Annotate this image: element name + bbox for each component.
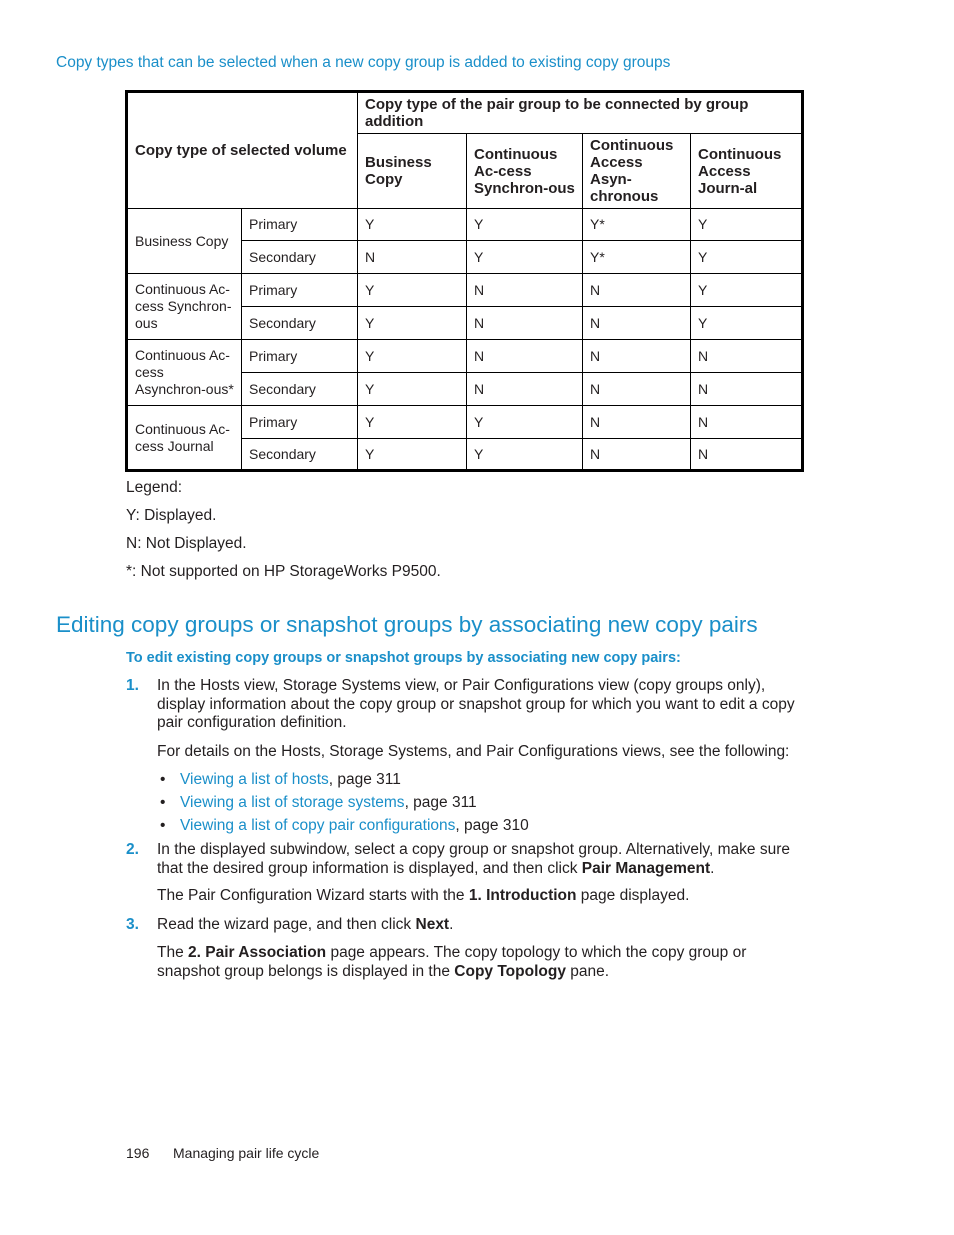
ui-next: Next [415, 916, 450, 933]
step-1-details: For details on the Hosts, Storage Systems, and Pair Configurations views, see the following: [157, 743, 790, 760]
value-cell: N [583, 340, 691, 373]
table-body [127, 209, 803, 471]
value-cell: N [691, 340, 803, 373]
legend-title: Legend: [126, 479, 183, 496]
value-cell: Y [467, 209, 583, 241]
value-cell: N [358, 241, 467, 274]
page-ref: , page 311 [328, 771, 401, 788]
legend-n: N: Not Displayed. [126, 535, 247, 552]
legend-star: *: Not supported on HP StorageWorks P9500. [126, 563, 441, 580]
footer-chapter: Managing pair life cycle [173, 1145, 320, 1161]
table-row [127, 406, 803, 439]
table-row [127, 209, 803, 241]
ui-pair-management: Pair Management [581, 859, 711, 877]
procedure-heading: To edit existing copy groups or snapshot groups by associating new copy pairs: [126, 650, 681, 666]
value-cell: Y [467, 241, 583, 274]
value-cell: Y [691, 209, 803, 241]
value-cell: N [467, 340, 583, 373]
value-cell: N [691, 373, 803, 406]
step-1-text: In the Hosts view, Storage Systems view, or Pair Configurations view (copy groups only), display information about the copy group or snapshot group for which you want to edit a copy pair configuration definition. [157, 677, 795, 731]
group-header: Copy type of the pair group to be connected by group addition [358, 92, 803, 134]
role-cell: Secondary [242, 439, 358, 471]
role-cell: Primary [242, 209, 358, 241]
col-header: Continuous Access Asyn-chronous [583, 134, 691, 209]
col-header: Continuous Ac-cess Synchron-ous [467, 134, 583, 209]
value-cell: Y [691, 307, 803, 340]
corner-header: Copy type of selected volume [127, 92, 358, 209]
link-viewing-storage-systems[interactable]: Viewing a list of storage systems [180, 794, 405, 811]
value-cell: Y [358, 439, 467, 471]
value-cell: Y [467, 439, 583, 471]
value-cell: Y* [583, 241, 691, 274]
bullet-item [160, 817, 529, 835]
value-cell: Y [358, 406, 467, 439]
value-cell: Y [691, 274, 803, 307]
bullet-item [160, 771, 401, 789]
step-number: 1. [126, 677, 139, 694]
step-number: 2. [126, 841, 139, 858]
table-row [127, 340, 803, 373]
value-cell: N [467, 274, 583, 307]
role-cell: Primary [242, 406, 358, 439]
col-header: Continuous Access Journ-al [691, 134, 803, 209]
value-cell: N [467, 307, 583, 340]
legend-y: Y: Displayed. [126, 507, 217, 524]
bullet-dot: • [160, 794, 166, 811]
value-cell: Y [358, 274, 467, 307]
value-cell: N [691, 406, 803, 439]
copy-type-table [125, 90, 804, 472]
link-viewing-hosts[interactable]: Viewing a list of hosts [180, 771, 329, 788]
volume-type-cell: Business Copy [127, 209, 242, 274]
bullet-item [160, 794, 477, 812]
role-cell: Secondary [242, 241, 358, 274]
step-3-text: Read the wizard page, and then click Next. [157, 916, 454, 933]
table-row [127, 274, 803, 307]
value-cell: Y [358, 340, 467, 373]
step-3-result: The 2. Pair Association page appears. The copy topology to which the copy group or snapshot group belongs is displayed in the Copy Topology pane. [157, 944, 747, 980]
value-cell: Y [358, 307, 467, 340]
value-cell: Y [358, 373, 467, 406]
value-cell: N [691, 439, 803, 471]
page-ref: , page 310 [455, 817, 529, 834]
value-cell: Y* [583, 209, 691, 241]
bullet-dot: • [160, 817, 166, 834]
page-number: 196 [126, 1145, 150, 1161]
role-cell: Primary [242, 274, 358, 307]
value-cell: Y [358, 209, 467, 241]
role-cell: Secondary [242, 307, 358, 340]
value-cell: N [467, 373, 583, 406]
value-cell: N [583, 439, 691, 471]
bullet-dot: • [160, 771, 166, 788]
volume-type-cell: Continuous Ac-cess Synchron-ous [127, 274, 242, 340]
section-heading: Editing copy groups or snapshot groups by associating new copy pairs [56, 612, 758, 637]
col-header: Business Copy [358, 134, 467, 209]
volume-type-cell: Continuous Ac-cess Journal [127, 406, 242, 471]
step-number: 3. [126, 916, 139, 933]
role-cell: Primary [242, 340, 358, 373]
role-cell: Secondary [242, 373, 358, 406]
ui-copy-topology: Copy Topology [454, 962, 566, 980]
value-cell: Y [467, 406, 583, 439]
table-caption: Copy types that can be selected when a new copy group is added to existing copy groups [56, 54, 671, 71]
value-cell: N [583, 307, 691, 340]
link-viewing-copy-pair-configs[interactable]: Viewing a list of copy pair configurations [180, 817, 456, 834]
value-cell: N [583, 274, 691, 307]
volume-type-cell: Continuous Ac-cess Asynchron-ous* [127, 340, 242, 406]
ui-pair-association: 2. Pair Association [188, 944, 327, 961]
value-cell: Y [691, 241, 803, 274]
value-cell: N [583, 373, 691, 406]
value-cell: N [583, 406, 691, 439]
ui-introduction: 1. Introduction [468, 887, 577, 904]
step-2-result: The Pair Configuration Wizard starts with the 1. Introduction page displayed. [157, 887, 690, 904]
page-ref: , page 311 [404, 794, 477, 811]
step-2-text: In the displayed subwindow, select a copy group or snapshot group. Alternatively, make sure that the desired group information is displayed, and then click Pair Management. [157, 841, 790, 877]
